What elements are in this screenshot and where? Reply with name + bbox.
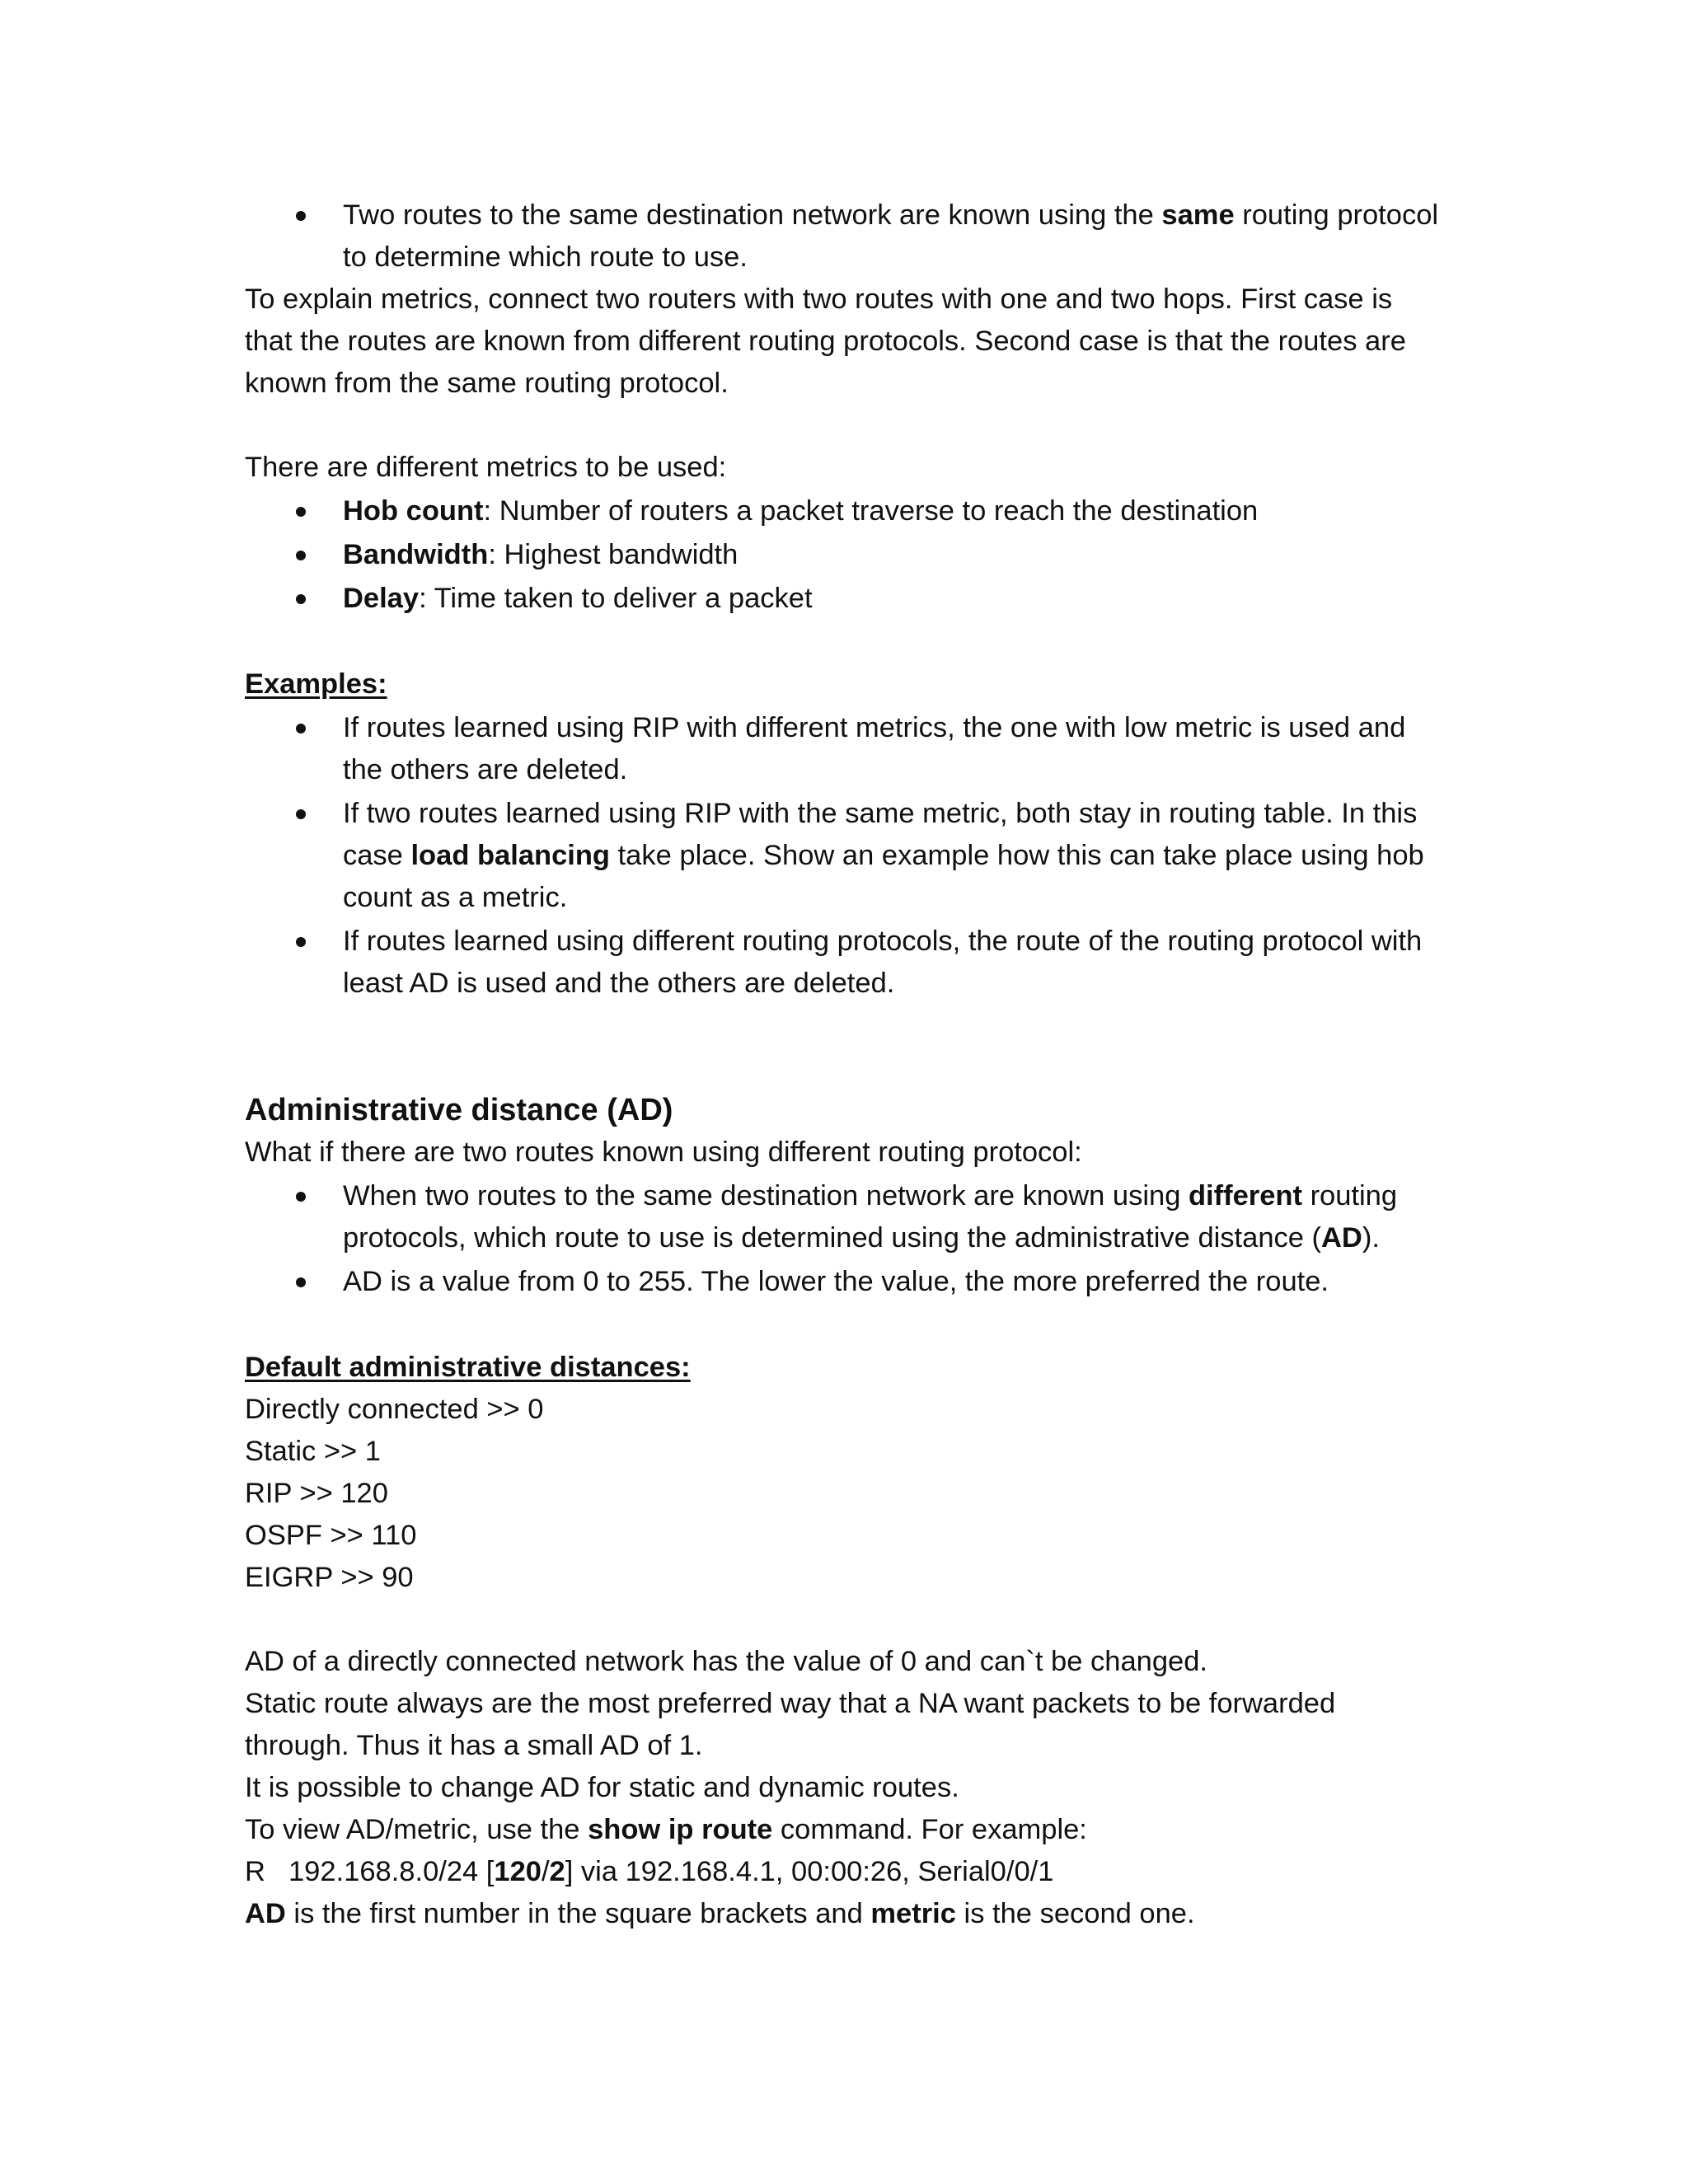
bullet-icon	[296, 211, 306, 221]
metrics-list	[245, 490, 1440, 620]
default-ad-line: Static >> 1	[245, 1436, 381, 1467]
list-item: If routes learned using different routing protocols, the route of the routing protocol with least AD is used and the others are deleted.	[245, 921, 1440, 1005]
closing-line: It is possible to change AD for static and dynamic routes.	[245, 1772, 959, 1803]
list-item: Two routes to the same destination network are known using the same routing protocol to determine which route to use.	[245, 194, 1440, 279]
ad-list	[245, 1175, 1440, 1303]
metrics-intro: There are different metrics to be used:	[245, 452, 727, 483]
bullet-icon	[296, 724, 306, 733]
list-item: When two routes to the same destination network are known using different routing protocols, which route to use is determined using the administrative distance (AD).	[245, 1175, 1440, 1259]
default-ad-line: EIGRP >> 90	[245, 1562, 414, 1593]
bullet-icon	[296, 1277, 306, 1287]
list-item: Bandwidth: Highest bandwidth	[245, 534, 1440, 576]
intro-list	[245, 194, 1440, 279]
list-item: AD is a value from 0 to 255. The lower the value, the more preferred the route.	[245, 1261, 1440, 1303]
bullet-icon	[296, 1192, 306, 1202]
list-item: If two routes learned using RIP with the same metric, both stay in routing table. In this case load balancing take place. Show an example how this can take place using hob count as a metric.	[245, 793, 1440, 919]
page-content	[245, 194, 1440, 1935]
closing-line: To view AD/metric, use the show ip route command. For example:	[245, 1814, 1087, 1845]
examples-heading: Examples:	[245, 668, 387, 700]
list-item: Delay: Time taken to deliver a packet	[245, 578, 1440, 620]
list-item: If routes learned using RIP with different metrics, the one with low metric is used and the others are deleted.	[245, 707, 1440, 791]
route-example: R 192.168.8.0/24 [120/2] via 192.168.4.1, 00:00:26, Serial0/0/1	[245, 1856, 1054, 1887]
ad-intro: What if there are two routes known using different routing protocol:	[245, 1137, 1082, 1168]
metrics-explanation: To explain metrics, connect two routers with two routes with one and two hops. First case is that the routes are known from different routing protocols. Second case is that the routes are known from the same routing protocol.	[245, 284, 1406, 399]
bullet-icon	[296, 594, 306, 604]
bullet-icon	[296, 809, 306, 819]
section-heading-ad: Administrative distance (AD)	[245, 1093, 673, 1127]
bullet-icon	[296, 507, 306, 517]
default-ad-line: OSPF >> 110	[245, 1520, 417, 1551]
bullet-icon	[296, 551, 306, 560]
bullet-icon	[296, 937, 306, 947]
closing-line: Static route always are the most preferred way that a NA want packets to be forwarded through. Thus it has a small AD of 1.	[245, 1688, 1336, 1761]
default-ad-line: Directly connected >> 0	[245, 1394, 544, 1425]
default-ad-line: RIP >> 120	[245, 1478, 388, 1509]
closing-line: AD of a directly connected network has the value of 0 and can`t be changed.	[245, 1646, 1207, 1677]
list-item: Hob count: Number of routers a packet traverse to reach the destination	[245, 490, 1440, 532]
examples-list	[245, 707, 1440, 1005]
default-ad-heading: Default administrative distances:	[245, 1352, 691, 1383]
closing-line: AD is the first number in the square brackets and metric is the second one.	[245, 1898, 1195, 1929]
